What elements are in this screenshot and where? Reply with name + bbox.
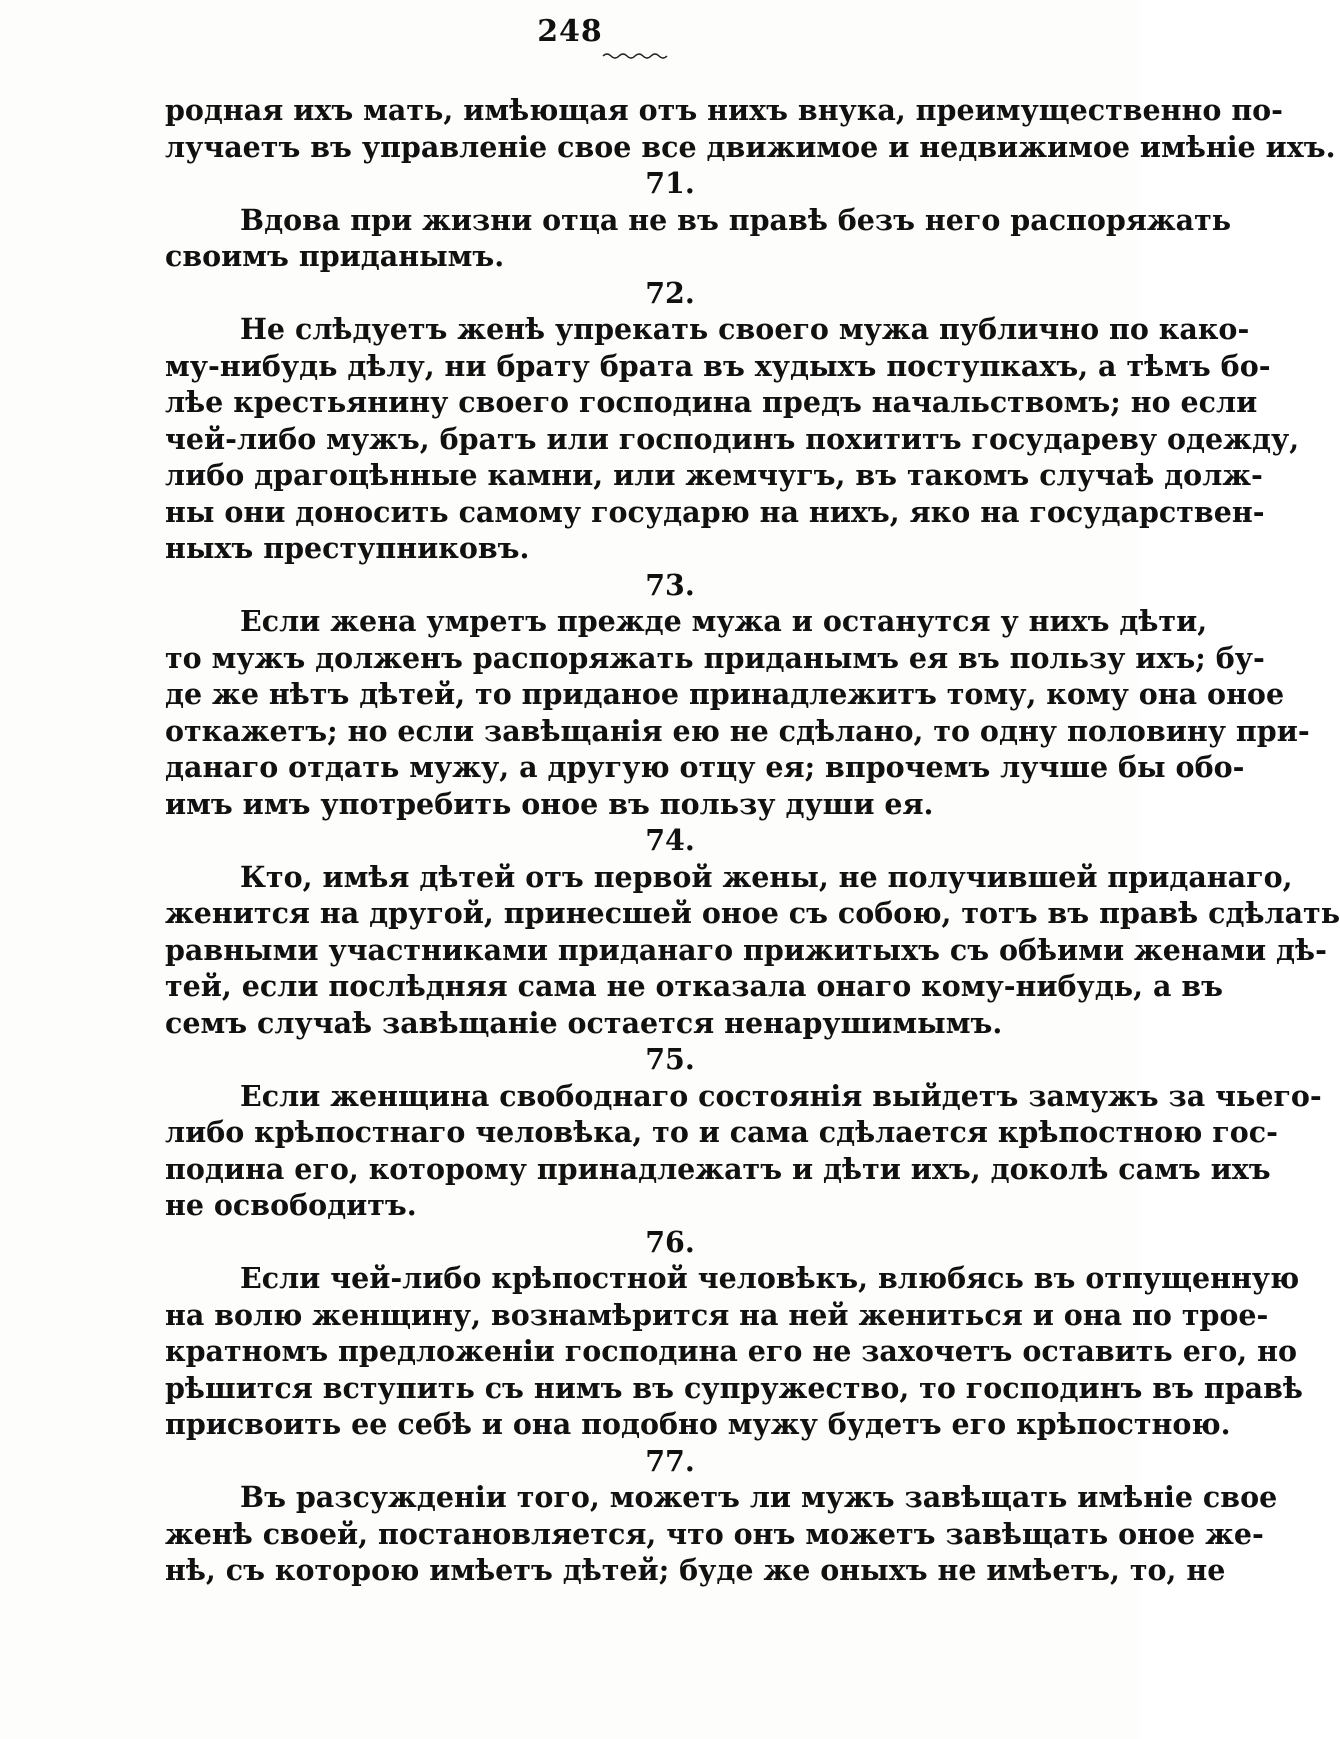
text-line: рѣшится вступить съ нимъ въ супружество, то господинъ въ правѣ bbox=[165, 1370, 1303, 1405]
text-line: Если женщина свободнаго состоянія выйдетъ замужъ за чьего- bbox=[240, 1078, 1322, 1113]
section-number: 71. bbox=[645, 166, 695, 200]
text-line: Кто, имѣя дѣтей отъ первой жены, не получившей приданаго, bbox=[240, 859, 1293, 894]
text-line: семъ случаѣ завѣщаніе остается ненарушимымъ. bbox=[165, 1005, 1003, 1040]
paragraph bbox=[165, 859, 1340, 1042]
text-line: му-нибудь дѣлу, ни брату брата въ худыхъ поступкахъ, а тѣмъ бо- bbox=[165, 348, 1271, 383]
text-line: тей, если послѣдняя сама не отказала онаго кому-нибудь, а въ bbox=[165, 969, 1224, 1003]
section-number: 73. bbox=[645, 567, 695, 602]
text-line: подина его, которому принадлежатъ и дѣти ихъ, доколѣ самъ ихъ bbox=[165, 1151, 1271, 1186]
text-line: не освободитъ. bbox=[165, 1188, 417, 1222]
text-line: лучаетъ въ управленіе свое все движимое и недвижимое имѣніе ихъ. bbox=[165, 129, 1336, 164]
text-line: либо драгоцѣнные камни, или жемчугъ, въ такомъ случаѣ долж- bbox=[165, 458, 1263, 492]
text-line: лѣе крестьянину своего господина предъ начальствомъ; но если bbox=[165, 385, 1258, 419]
text-line: ны они доносить самому государю на нихъ, яко на государствен- bbox=[165, 494, 1265, 529]
text-line: Если чей-либо крѣпостной человѣкъ, влюбясь въ отпущенную bbox=[240, 1261, 1300, 1295]
text-line: либо крѣпостнаго человѣка, то и сама сдѣлается крѣпостною гос- bbox=[165, 1115, 1278, 1149]
text-line: то мужъ долженъ распоряжать приданымъ ея въ пользу ихъ; бу- bbox=[165, 640, 1265, 675]
text-line: равными участниками приданаго прижитыхъ съ обѣими женами дѣ- bbox=[165, 932, 1327, 967]
text-line: ныхъ преступниковъ. bbox=[165, 531, 530, 565]
paragraph bbox=[165, 92, 1336, 165]
section-number: 77. bbox=[645, 1443, 695, 1478]
text-line: Не слѣдуетъ женѣ упрекать своего мужа публично по како- bbox=[240, 312, 1250, 346]
paragraph bbox=[165, 1078, 1322, 1224]
section-number: 75. bbox=[645, 1042, 695, 1076]
text-line: женится на другой, принесшей оное съ собою, тотъ въ правѣ сдѣлать bbox=[165, 896, 1340, 930]
text-line: имъ имъ употребить оное въ пользу души ея. bbox=[165, 786, 934, 821]
text-line: родная ихъ мать, имѣющая отъ нихъ внука, преимущественно по- bbox=[165, 93, 1284, 127]
paragraph bbox=[165, 202, 1232, 275]
paragraph bbox=[165, 1260, 1303, 1443]
section-number: 74. bbox=[645, 823, 695, 857]
text-line: данаго отдать мужу, а другую отцу ея; впрочемъ лучше бы обо- bbox=[165, 750, 1245, 784]
text-line: женѣ своей, постановляется, что онъ можетъ завѣщать оное же- bbox=[165, 1516, 1264, 1551]
text-line: де же нѣтъ дѣтей, то приданое принадлежитъ тому, кому она оное bbox=[165, 677, 1285, 711]
text-line: откажетъ; но если завѣщанія ею не сдѣлано, то одну половину при- bbox=[165, 713, 1310, 748]
text-line: Въ разсужденіи того, можетъ ли мужъ завѣщать имѣніе свое bbox=[240, 1480, 1278, 1514]
text-line: своимъ приданымъ. bbox=[165, 239, 505, 273]
page-number: 248 bbox=[537, 14, 603, 49]
paragraph bbox=[165, 311, 1300, 567]
section-number: 72. bbox=[645, 275, 695, 310]
text-line: на волю женщину, вознамѣрится на ней жениться и она по трое- bbox=[165, 1297, 1269, 1332]
paragraph bbox=[165, 603, 1310, 822]
text-line: Если жена умретъ прежде мужа и останутся у нихъ дѣти, bbox=[240, 604, 1208, 638]
text-line: нѣ, съ которою имѣетъ дѣтей; буде же оныхъ не имѣетъ, то, не bbox=[165, 1553, 1226, 1587]
text-line: кратномъ предложеніи господина его не захочетъ оставить его, но bbox=[165, 1334, 1298, 1368]
body-text bbox=[165, 92, 1340, 1589]
paragraph bbox=[165, 1479, 1278, 1589]
text-line: присвоить ее себѣ и она подобно мужу будетъ его крѣпостною. bbox=[165, 1407, 1231, 1441]
text-line: Вдова при жизни отца не въ правѣ безъ него распоряжать bbox=[240, 202, 1232, 237]
section-number: 76. bbox=[645, 1224, 695, 1259]
wavy-underline-ornament bbox=[603, 52, 667, 60]
text-line: чей-либо мужъ, братъ или господинъ похититъ государеву одежду, bbox=[165, 421, 1300, 456]
